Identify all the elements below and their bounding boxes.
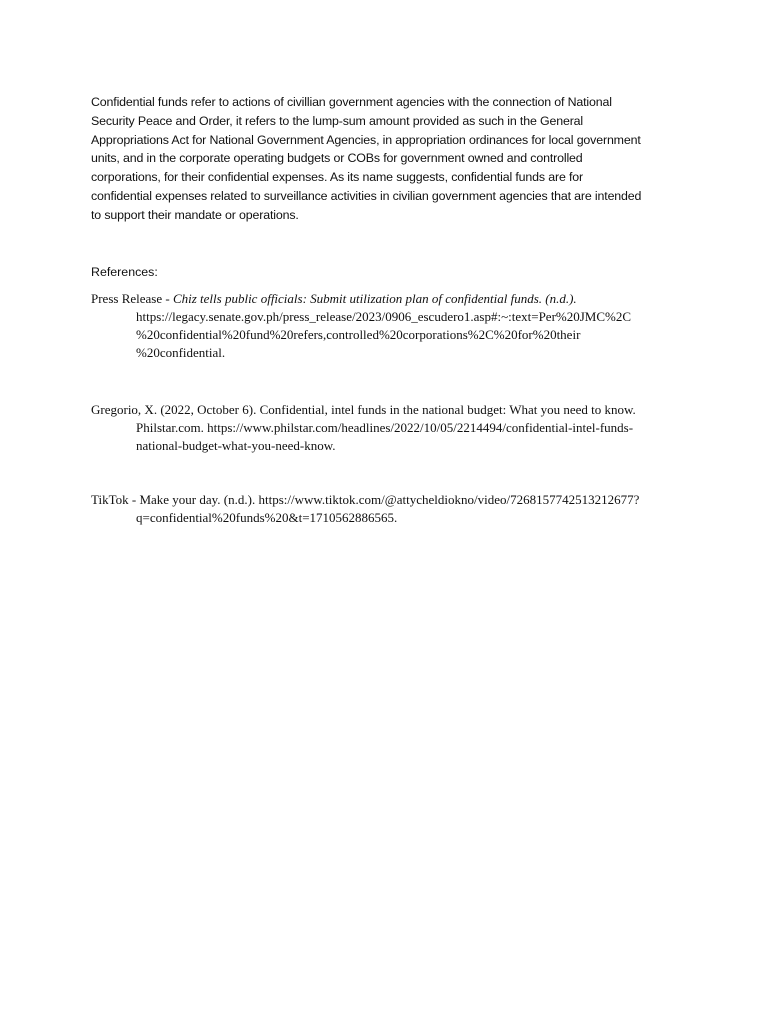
reference-entry [91, 401, 683, 455]
reference-link-line[interactable]: %20confidential%20fund%20refers,controlled%20corporations%2C%20for%20their [136, 327, 581, 342]
paragraph-line: Appropriations Act for National Government Agencies, in appropriation ordinances for local government [91, 132, 641, 147]
reference-first-line: Gregorio, X. (2022, October 6). Confidential, intel funds in the national budget: What you need to know. [91, 402, 636, 417]
reference-link-line[interactable]: q=confidential%20funds%20&t=1710562886565. [136, 510, 398, 525]
reference-first-line [91, 290, 683, 308]
paragraph-line: Confidential funds refer to actions of civillian government agencies with the connection of National [91, 95, 612, 109]
paragraph-line: confidential expenses related to surveillance activities in civilian government agencies that are intended [91, 188, 642, 203]
reference-first-line[interactable]: TikTok - Make your day. (n.d.). https://www.tiktok.com/@attycheldiokno/video/7268157742513212677? [91, 492, 640, 507]
paragraph-line: units, and in the corporate operating budgets or COBs for government owned and controlled [91, 151, 583, 166]
reference-link-line[interactable]: Philstar.com. https://www.philstar.com/headlines/2022/10/05/2214494/confidential-intel-funds- [136, 420, 634, 435]
paragraph-line: Security Peace and Order, it refers to the lump-sum amount provided as such in the General [91, 113, 584, 128]
reference-prefix: Press Release - [91, 291, 173, 306]
reference-entry [91, 491, 683, 527]
reference-entry [91, 290, 683, 362]
references-heading: References: [91, 265, 158, 279]
reference-link-line[interactable]: national-budget-what-you-need-know. [136, 438, 336, 453]
reference-title: Chiz tells public officials: Submit utilization plan of confidential funds. (n.d.). [172, 291, 577, 306]
paragraph-line: corporations, for their confidential expenses. As its name suggests, confidential funds are for [91, 170, 583, 185]
paragraph-line: to support their mandate or operations. [91, 207, 299, 222]
reference-link-line[interactable]: %20confidential. [136, 345, 226, 360]
body-paragraph [91, 93, 683, 225]
reference-link-line[interactable]: https://legacy.senate.gov.ph/press_release/2023/0906_escudero1.asp#:~:text=Per%20JMC%2C [136, 309, 632, 324]
